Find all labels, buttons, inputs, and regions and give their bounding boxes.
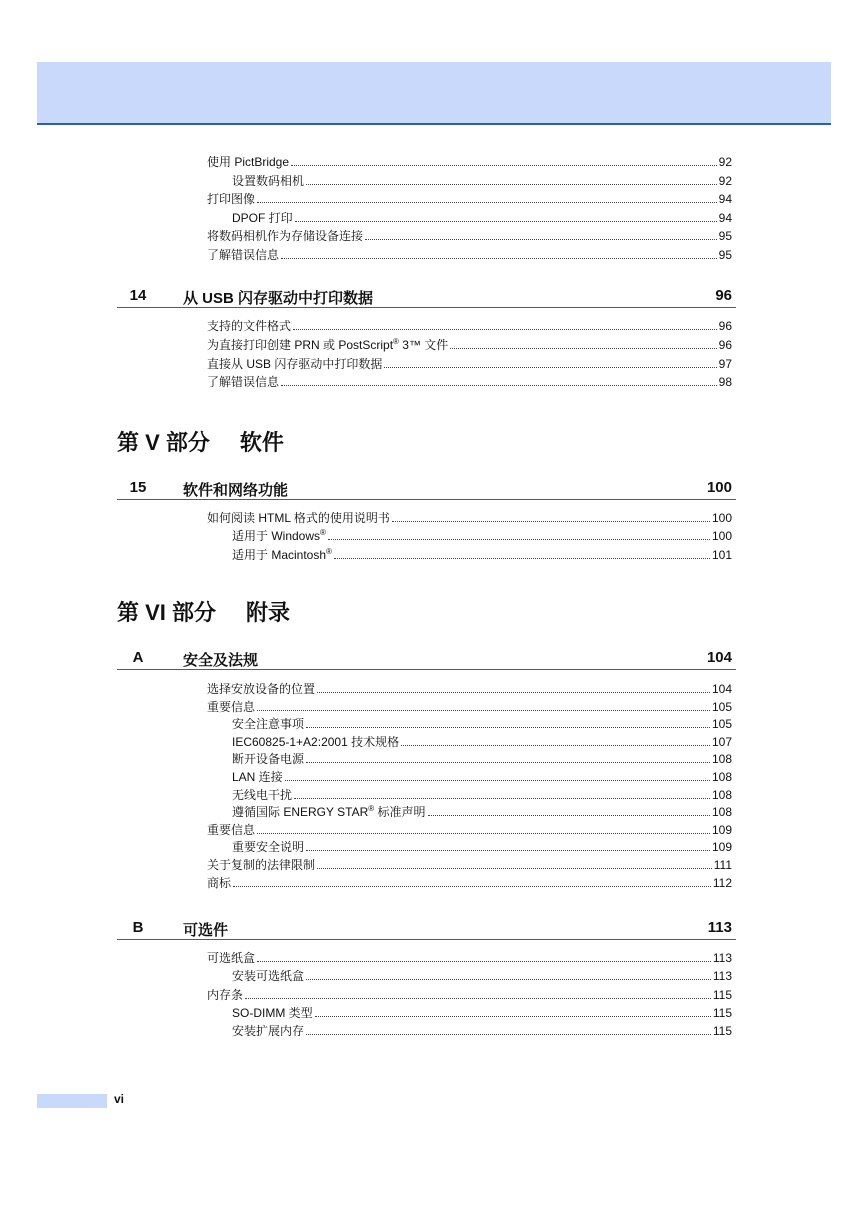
toc-entry[interactable] xyxy=(232,840,732,854)
dot-leader xyxy=(245,997,711,999)
toc-entry[interactable] xyxy=(232,752,732,766)
dot-leader xyxy=(306,849,710,851)
toc-entry[interactable] xyxy=(207,192,732,206)
toc-entry[interactable] xyxy=(207,248,732,262)
toc-entry-title: 设置数码相机 xyxy=(232,173,305,188)
chapter-14-heading[interactable] xyxy=(117,287,736,308)
toc-entry-page: 97 xyxy=(718,356,732,371)
dot-leader xyxy=(257,201,717,203)
dot-leader xyxy=(291,164,717,166)
dot-leader xyxy=(257,709,710,711)
toc-entry-title: 关于复制的法律限制 xyxy=(207,858,316,872)
dot-leader xyxy=(295,220,717,222)
toc-entry-page: 95 xyxy=(718,229,732,243)
toc-entry-page: 94 xyxy=(718,210,732,225)
dot-leader xyxy=(233,885,711,887)
toc-entry[interactable] xyxy=(232,1006,732,1020)
toc-entry-title: 了解错误信息 xyxy=(207,247,280,262)
dot-leader xyxy=(257,960,711,962)
toc-entry-title: 商标 xyxy=(207,875,232,890)
toc-entry[interactable] xyxy=(232,969,732,983)
toc-entry[interactable] xyxy=(207,357,732,371)
chapter-page: 104 xyxy=(706,649,732,666)
appendix-b-heading[interactable] xyxy=(117,919,736,940)
toc-entry[interactable] xyxy=(232,174,732,188)
toc-entry-title: 重要信息 xyxy=(207,822,256,837)
toc-entry-page: 108 xyxy=(711,770,732,784)
toc-entry-page: 105 xyxy=(711,717,732,732)
toc-entry-title: LAN 连接 xyxy=(232,770,283,784)
toc-entry[interactable] xyxy=(207,823,732,837)
toc-entry-title: DPOF 打印 xyxy=(232,210,293,225)
toc-entry[interactable] xyxy=(207,229,732,243)
toc-entry[interactable] xyxy=(207,988,732,1002)
toc-entry[interactable] xyxy=(207,155,732,169)
dot-leader xyxy=(328,538,710,540)
toc-entry-title: 遵循国际 ENERGY STAR® 标准声明 xyxy=(232,804,426,820)
dot-leader xyxy=(281,384,717,386)
toc-entry[interactable] xyxy=(232,788,732,802)
toc-entry[interactable] xyxy=(207,876,732,890)
toc-entry-title: 打印图像 xyxy=(207,192,256,206)
toc-entry-page: 115 xyxy=(712,987,732,1002)
toc-entry[interactable] xyxy=(232,548,732,562)
toc-entry[interactable] xyxy=(232,529,732,543)
dot-leader xyxy=(293,328,717,330)
toc-entry-page: 95 xyxy=(718,247,732,262)
toc-entry[interactable] xyxy=(207,338,732,352)
part-title: 软件 xyxy=(239,430,284,455)
dot-leader xyxy=(401,744,710,746)
dot-leader xyxy=(392,520,710,522)
toc-entry-page: 115 xyxy=(712,1024,732,1039)
toc-entry-title: 重要安全说明 xyxy=(232,840,305,855)
toc-entry-page: 113 xyxy=(712,951,732,965)
footer-band xyxy=(37,1094,107,1108)
registered-mark: ® xyxy=(320,528,326,538)
toc-entry-page: 92 xyxy=(718,155,732,169)
toc-entry-page: 94 xyxy=(718,192,732,206)
toc-entry-title: 直接从 USB 闪存驱动中打印数据 xyxy=(207,356,383,371)
toc-entry-page: 112 xyxy=(712,875,732,890)
dot-leader xyxy=(315,1015,711,1017)
registered-mark: ® xyxy=(368,804,375,814)
chapter-number: A xyxy=(132,649,144,666)
part-label: 第 V 部分 xyxy=(117,430,210,455)
toc-entry-page: 98 xyxy=(718,375,732,390)
toc-entry-page: 104 xyxy=(711,682,732,696)
registered-mark: ® xyxy=(326,546,332,556)
toc-entry-page: 92 xyxy=(718,173,732,188)
part-title: 附录 xyxy=(246,600,291,625)
toc-entry-page: 109 xyxy=(711,840,732,855)
toc-entry-title: 了解错误信息 xyxy=(207,375,280,390)
header-band xyxy=(37,62,831,125)
toc-entry[interactable] xyxy=(207,858,732,872)
toc-entry[interactable] xyxy=(207,511,732,525)
chapter-title: 可选件 xyxy=(183,922,229,939)
dot-leader xyxy=(317,691,710,693)
chapter-15-heading[interactable] xyxy=(117,479,736,500)
toc-entry-page: 108 xyxy=(711,787,732,802)
toc-entry-title: 无线电干扰 xyxy=(232,787,293,802)
toc-entry-title: 可选纸盒 xyxy=(207,951,256,965)
toc-entry-page: 107 xyxy=(711,734,732,749)
toc-entry-title: 使用 PictBridge xyxy=(207,155,290,169)
toc-entry[interactable] xyxy=(207,375,732,389)
toc-entry-title: 适用于 Windows® xyxy=(232,528,326,544)
toc-entry-title: 选择安放设备的位置 xyxy=(207,682,316,696)
dot-leader xyxy=(428,814,710,816)
toc-entry-page: 108 xyxy=(711,752,732,767)
dot-leader xyxy=(306,761,710,763)
toc-entry[interactable] xyxy=(207,319,732,333)
dot-leader xyxy=(334,557,710,559)
toc-entry[interactable] xyxy=(232,717,732,731)
dot-leader xyxy=(365,238,717,240)
dot-leader xyxy=(306,1033,711,1035)
toc-entry-page: 109 xyxy=(711,822,732,837)
toc-entry-title: 重要信息 xyxy=(207,699,256,714)
dot-leader xyxy=(450,347,716,349)
toc-entry-title: 支持的文件格式 xyxy=(207,319,292,333)
toc-entry-page: 108 xyxy=(711,805,732,820)
dot-leader xyxy=(306,183,717,185)
chapter-page: 96 xyxy=(715,287,732,304)
dot-leader xyxy=(306,978,711,980)
toc-entry-title: 安装扩展内存 xyxy=(232,1024,305,1039)
toc-entry[interactable] xyxy=(207,951,732,965)
registered-mark: ® xyxy=(393,336,399,346)
chapter-page: 113 xyxy=(707,919,732,936)
toc-entry-title: 安装可选纸盒 xyxy=(232,969,305,984)
dot-leader xyxy=(317,867,712,869)
toc-entry-title: 如何阅读 HTML 格式的使用说明书 xyxy=(207,511,390,525)
toc-entry[interactable] xyxy=(207,700,732,714)
dot-leader xyxy=(384,366,716,368)
toc-entry-page: 115 xyxy=(712,1005,732,1020)
chapter-number: 14 xyxy=(129,287,147,304)
part-v-heading xyxy=(117,426,284,457)
toc-entry-page: 101 xyxy=(711,547,732,562)
toc-entry-page: 100 xyxy=(711,511,732,525)
toc-entry-title: 适用于 Macintosh® xyxy=(232,546,332,562)
page-number: vi xyxy=(114,1092,125,1106)
chapter-number: 15 xyxy=(129,479,147,496)
toc-entry[interactable] xyxy=(232,735,732,749)
toc-entry-title: 将数码相机作为存储设备连接 xyxy=(207,229,364,243)
toc-entry-title: 内存条 xyxy=(207,987,244,1002)
toc-entry-page: 96 xyxy=(718,319,732,333)
toc-entry-title: 断开设备电源 xyxy=(232,752,305,767)
toc-entry-title: IEC60825-1+A2:2001 技术规格 xyxy=(232,734,400,749)
toc-entry[interactable] xyxy=(232,1024,732,1038)
chapter-title: 从 USB 闪存驱动中打印数据 xyxy=(183,290,374,307)
toc-entry-page: 113 xyxy=(712,969,732,984)
toc-entry[interactable] xyxy=(232,770,732,784)
dot-leader xyxy=(294,797,710,799)
part-vi-heading xyxy=(117,596,290,627)
chapter-number: B xyxy=(132,919,144,936)
toc-entry-page: 96 xyxy=(718,337,732,352)
toc-entry[interactable] xyxy=(207,682,732,696)
part-label: 第 VI 部分 xyxy=(117,600,217,625)
dot-leader xyxy=(257,832,710,834)
toc-entry-title: 为直接打印创建 PRN 或 PostScript® 3™ 文件 xyxy=(207,336,449,352)
appendix-a-heading[interactable] xyxy=(117,649,736,670)
chapter-title: 软件和网络功能 xyxy=(183,482,289,499)
toc-entry-page: 111 xyxy=(713,858,732,872)
dot-leader xyxy=(285,779,710,781)
dot-leader xyxy=(281,257,717,259)
toc-entry-title: SO-DIMM 类型 xyxy=(232,1005,313,1020)
dot-leader xyxy=(306,726,710,728)
toc-entry[interactable] xyxy=(232,211,732,225)
toc-entry[interactable] xyxy=(232,805,732,819)
toc-entry-page: 100 xyxy=(711,529,732,544)
chapter-page: 100 xyxy=(706,479,732,496)
chapter-title: 安全及法规 xyxy=(183,652,259,669)
toc-entry-title: 安全注意事项 xyxy=(232,717,305,732)
toc-entry-page: 105 xyxy=(711,699,732,714)
